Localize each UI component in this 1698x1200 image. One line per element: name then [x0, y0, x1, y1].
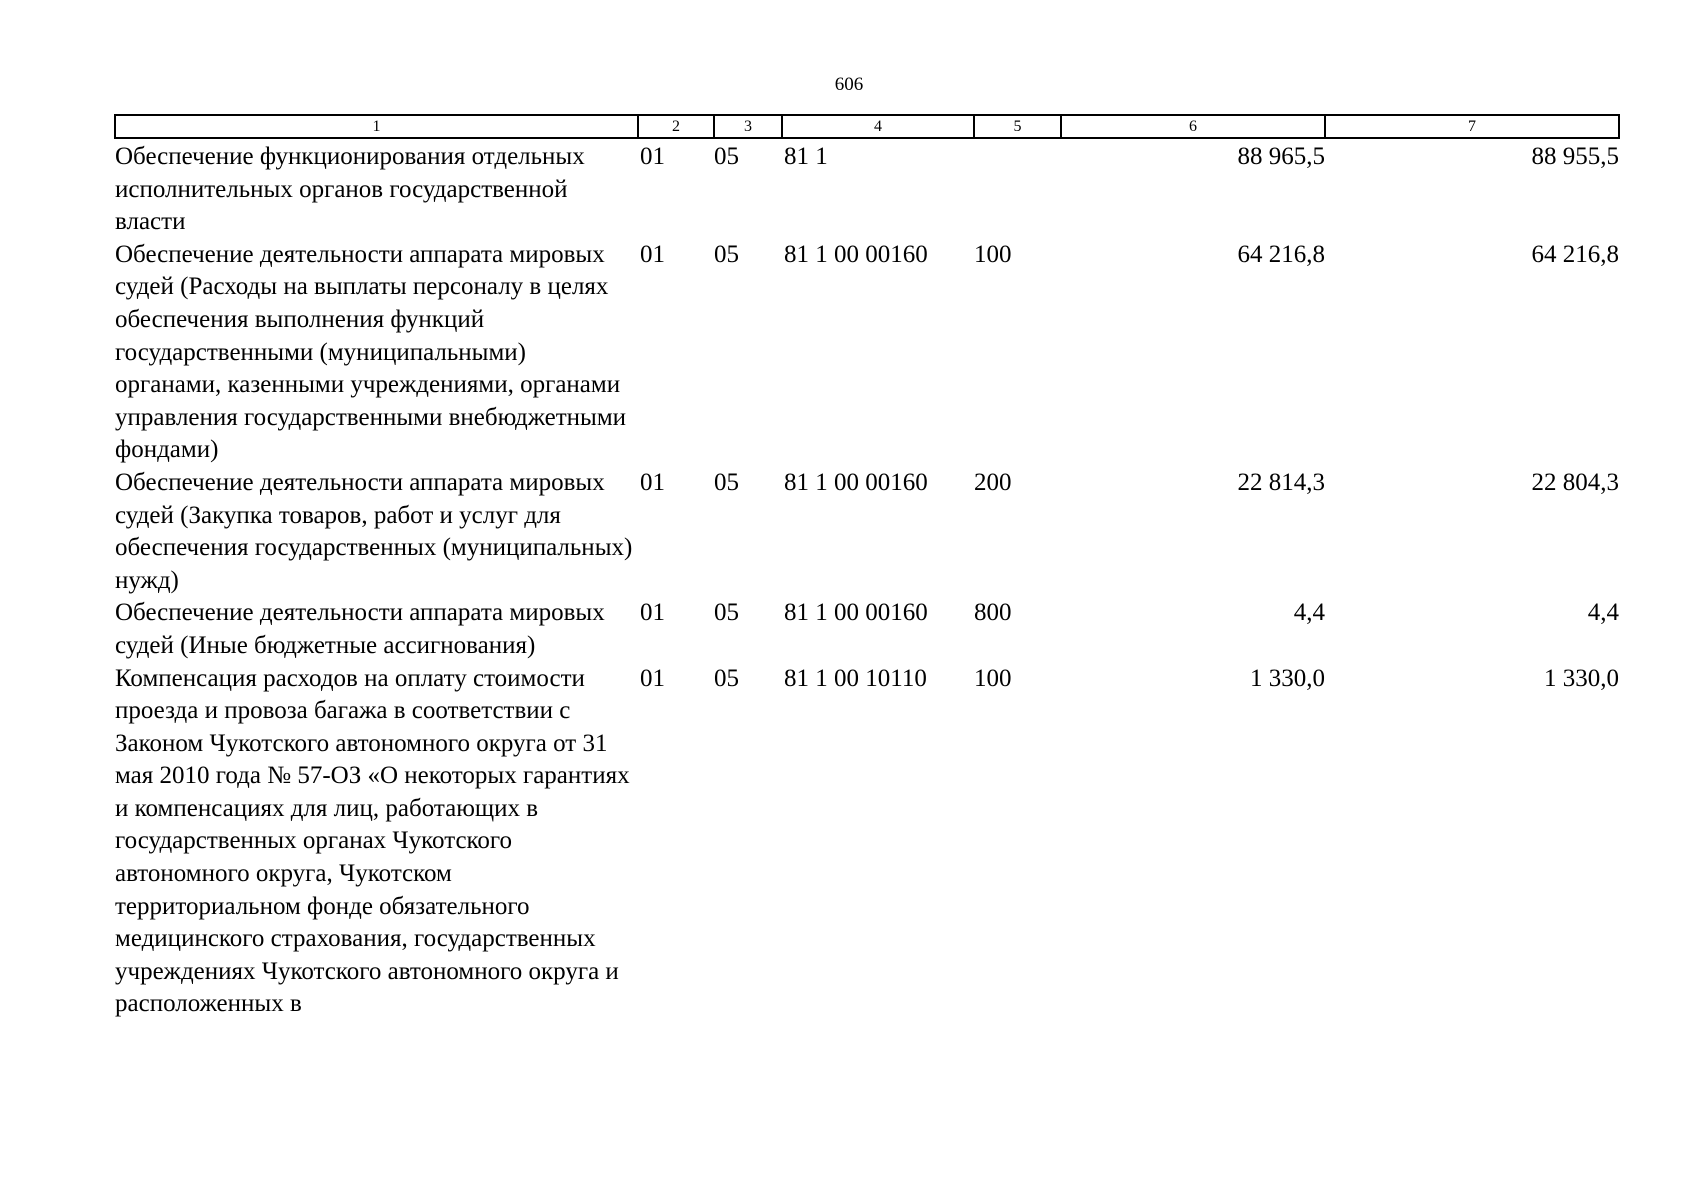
row-value-7: 88 955,5	[1531, 143, 1619, 170]
row-name: Обеспечение функционирования отдельных исполнительных органов государственной власти	[115, 143, 585, 236]
row-subsection: 05	[714, 468, 739, 496]
table-row	[115, 663, 1619, 1022]
row-expense-kind: 100	[974, 664, 1012, 692]
row-value-7: 1 330,0	[1544, 664, 1619, 692]
row-target-code: 81 1 00 00160	[784, 468, 928, 496]
table-header	[115, 115, 1619, 138]
row-target-code: 81 1 00 00160	[784, 240, 928, 268]
row-section: 01	[640, 468, 665, 496]
budget-table	[114, 114, 1620, 1021]
row-value-6: 64 216,8	[1237, 240, 1325, 268]
row-value-6: 1 330,0	[1250, 664, 1325, 692]
row-name: Обеспечение деятельности аппарата мировых судей (Расходы на выплаты персоналу в целях обеспечения выполнения функций государственными (муниципальными) органами, казенными учреждениями, органами управления государственными внебюджетными фондами)	[115, 240, 627, 464]
row-subsection: 05	[714, 664, 739, 692]
row-value-7: 4,4	[1587, 599, 1619, 627]
row-value-6: 88 965,5	[1237, 143, 1325, 170]
column-number-3: 3	[714, 115, 782, 138]
row-value-6: 22 814,3	[1237, 468, 1325, 496]
row-target-code: 81 1	[784, 143, 828, 170]
row-name: Обеспечение деятельности аппарата мировых судей (Иные бюджетные ассигнования)	[115, 599, 605, 659]
table-row	[115, 138, 1619, 239]
row-expense-kind: 100	[974, 240, 1012, 268]
row-target-code: 81 1 00 10110	[784, 664, 927, 692]
column-number-5: 5	[974, 115, 1061, 138]
row-section: 01	[640, 599, 665, 627]
row-value-7: 22 804,3	[1531, 468, 1619, 496]
row-section: 01	[640, 664, 665, 692]
row-subsection: 05	[714, 599, 739, 627]
row-target-code: 81 1 00 00160	[784, 599, 928, 627]
column-number-row	[115, 115, 1619, 138]
column-number-7: 7	[1325, 115, 1619, 138]
row-name: Компенсация расходов на оплату стоимости проезда и провоза багажа в соответствии с Законом Чукотского автономного округа от 31 мая 2010 года № 57-ОЗ «О некоторых гарантиях и компенсациях для лиц, работающих в государственных органах Чукотского автономного округа, Чукотском территориальном фонде обязательного медицинского страхования, государственных учреждениях Чукотского автономного округа и расположенных в	[115, 664, 630, 1018]
row-expense-kind: 200	[974, 468, 1012, 496]
table-body	[115, 138, 1619, 1021]
column-number-2: 2	[638, 115, 714, 138]
row-expense-kind: 800	[974, 599, 1012, 627]
table-row	[115, 239, 1619, 467]
page-number: 606	[834, 74, 864, 95]
table-row	[115, 467, 1619, 597]
column-number-6: 6	[1061, 115, 1325, 138]
row-section: 01	[640, 143, 665, 170]
row-value-7: 64 216,8	[1531, 240, 1619, 268]
row-expense-kind	[974, 138, 1061, 239]
column-number-4: 4	[782, 115, 974, 138]
row-name: Обеспечение деятельности аппарата мировых судей (Закупка товаров, работ и услуг для обеспечения государственных (муниципальных) нужд)	[115, 468, 633, 594]
row-value-6: 4,4	[1293, 599, 1325, 627]
table-row	[115, 597, 1619, 662]
column-number-1: 1	[115, 115, 638, 138]
row-subsection: 05	[714, 143, 739, 170]
row-subsection: 05	[714, 240, 739, 268]
row-section: 01	[640, 240, 665, 268]
